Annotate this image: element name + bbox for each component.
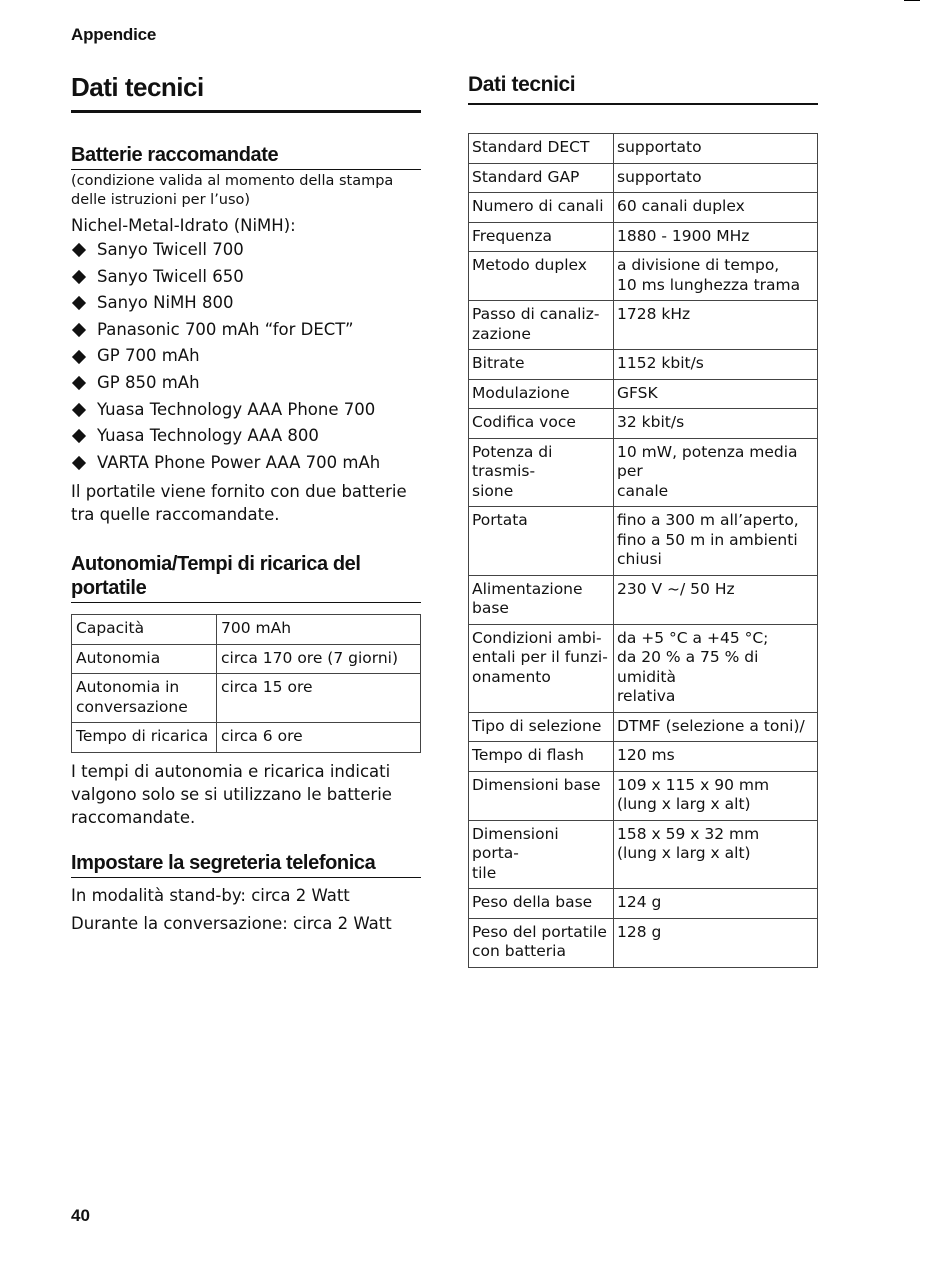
spec-label: Numero di canali (469, 193, 614, 223)
batteries-note: (condizione valida al momento della stampa delle istruzioni per l’uso) (71, 173, 394, 208)
diamond-bullet-icon (72, 376, 86, 390)
tech-data-table (468, 133, 818, 968)
page-number: 40 (71, 1206, 90, 1225)
answering-line-2: Durante la conversazione: circa 2 Watt (71, 913, 392, 933)
corner-mark (904, 0, 920, 1)
batteries-heading: Batterie raccomandate (71, 143, 421, 170)
spec-value: supportato (614, 134, 818, 164)
table-row (469, 252, 818, 301)
table-row (469, 350, 818, 380)
tech-data-heading: Dati tecnici (468, 70, 818, 105)
section-header: Appendice (71, 25, 157, 44)
spec-value: 128 g (614, 918, 818, 967)
spec-label: Frequenza (469, 222, 614, 252)
spec-value: 109 x 115 x 90 mm (lung x larg x alt) (614, 771, 818, 820)
spec-value: fino a 300 m all’aperto, fino a 50 m in ambienti chiusi (614, 507, 818, 576)
spec-label: Passo di canaliz- zazione (469, 301, 614, 350)
table-row (469, 771, 818, 820)
table-row (469, 742, 818, 772)
list-item: VARTA Phone Power AAA 700 mAh (71, 450, 421, 477)
page-title: Dati tecnici (71, 70, 421, 113)
spec-label: Dimensioni porta- tile (469, 820, 614, 889)
spec-value: 10 mW, potenza media per canale (614, 438, 818, 507)
list-item: Sanyo Twicell 700 (71, 237, 421, 264)
table-row (469, 918, 818, 967)
spec-value: 1880 - 1900 MHz (614, 222, 818, 252)
list-item: Sanyo Twicell 650 (71, 264, 421, 291)
battery-type-label: Nichel-Metal-Idrato (NiMH): (71, 216, 296, 235)
spec-value: 158 x 59 x 32 mm (lung x larg x alt) (614, 820, 818, 889)
diamond-bullet-icon (72, 270, 86, 284)
table-row (469, 163, 818, 193)
spec-value: 32 kbit/s (614, 409, 818, 439)
table-row (469, 222, 818, 252)
spec-label: Standard GAP (469, 163, 614, 193)
list-item: Yuasa Technology AAA 800 (71, 423, 421, 450)
spec-value: 700 mAh (217, 615, 421, 645)
spec-value: 1152 kbit/s (614, 350, 818, 380)
spec-label: Dimensioni base (469, 771, 614, 820)
spec-value: supportato (614, 163, 818, 193)
spec-value: a divisione di tempo, 10 ms lunghezza trama (614, 252, 818, 301)
table-row (72, 615, 421, 645)
spec-label: Portata (469, 507, 614, 576)
spec-value: 124 g (614, 889, 818, 919)
spec-value: GFSK (614, 379, 818, 409)
right-column (468, 70, 818, 968)
autonomy-footer: I tempi di autonomia e ricarica indicati valgono solo se si utilizzano le batterie raccomandate. (71, 761, 392, 827)
table-row (469, 379, 818, 409)
spec-label: Capacità (72, 615, 217, 645)
spec-label: Metodo duplex (469, 252, 614, 301)
spec-label: Autonomia (72, 644, 217, 674)
list-item: GP 700 mAh (71, 343, 421, 370)
diamond-bullet-icon (72, 296, 86, 310)
diamond-bullet-icon (72, 350, 86, 364)
spec-value: 120 ms (614, 742, 818, 772)
diamond-bullet-icon (72, 456, 86, 470)
spec-value: circa 15 ore (217, 674, 421, 723)
table-row (72, 674, 421, 723)
spec-label: Peso della base (469, 889, 614, 919)
spec-label: Standard DECT (469, 134, 614, 164)
list-item: Sanyo NiMH 800 (71, 290, 421, 317)
table-row (469, 507, 818, 576)
list-item: Panasonic 700 mAh “for DECT” (71, 317, 421, 344)
table-row (469, 624, 818, 712)
diamond-bullet-icon (72, 429, 86, 443)
spec-label: Modulazione (469, 379, 614, 409)
autonomy-heading: Autonomia/Tempi di ricarica del portatile (71, 552, 421, 603)
table-row (72, 644, 421, 674)
battery-list (71, 237, 421, 476)
answering-line-1: In modalità stand-by: circa 2 Watt (71, 885, 350, 905)
table-row (469, 193, 818, 223)
autonomy-table (71, 614, 421, 753)
spec-label: Tempo di ricarica (72, 723, 217, 753)
spec-label: Condizioni ambi- entali per il funzi- onamento (469, 624, 614, 712)
table-row (469, 438, 818, 507)
list-item: Yuasa Technology AAA Phone 700 (71, 397, 421, 424)
spec-value: 60 canali duplex (614, 193, 818, 223)
spec-value: circa 6 ore (217, 723, 421, 753)
table-row (469, 820, 818, 889)
spec-value: 230 V ~/ 50 Hz (614, 575, 818, 624)
spec-label: Tipo di selezione (469, 712, 614, 742)
table-row (469, 409, 818, 439)
spec-label: Alimentazione base (469, 575, 614, 624)
spec-label: Bitrate (469, 350, 614, 380)
list-item: GP 850 mAh (71, 370, 421, 397)
spec-label: Potenza di trasmis- sione (469, 438, 614, 507)
table-row (469, 575, 818, 624)
spec-label: Tempo di flash (469, 742, 614, 772)
spec-label: Peso del portatile con batteria (469, 918, 614, 967)
diamond-bullet-icon (72, 243, 86, 257)
spec-value: 1728 kHz (614, 301, 818, 350)
batteries-footer: Il portatile viene fornito con due batterie tra quelle raccomandate. (71, 482, 407, 525)
diamond-bullet-icon (72, 323, 86, 337)
left-column (71, 70, 421, 935)
table-row (72, 723, 421, 753)
spec-label: Codifica voce (469, 409, 614, 439)
table-row (469, 301, 818, 350)
answering-heading: Impostare la segreteria telefonica (71, 851, 421, 878)
spec-value: da +5 °C a +45 °C; da 20 % a 75 % di umidità relativa (614, 624, 818, 712)
table-row (469, 712, 818, 742)
spec-value: circa 170 ore (7 giorni) (217, 644, 421, 674)
table-row (469, 889, 818, 919)
spec-value: DTMF (selezione a toni)/ (614, 712, 818, 742)
diamond-bullet-icon (72, 403, 86, 417)
table-row (469, 134, 818, 164)
spec-label: Autonomia in conversazione (72, 674, 217, 723)
